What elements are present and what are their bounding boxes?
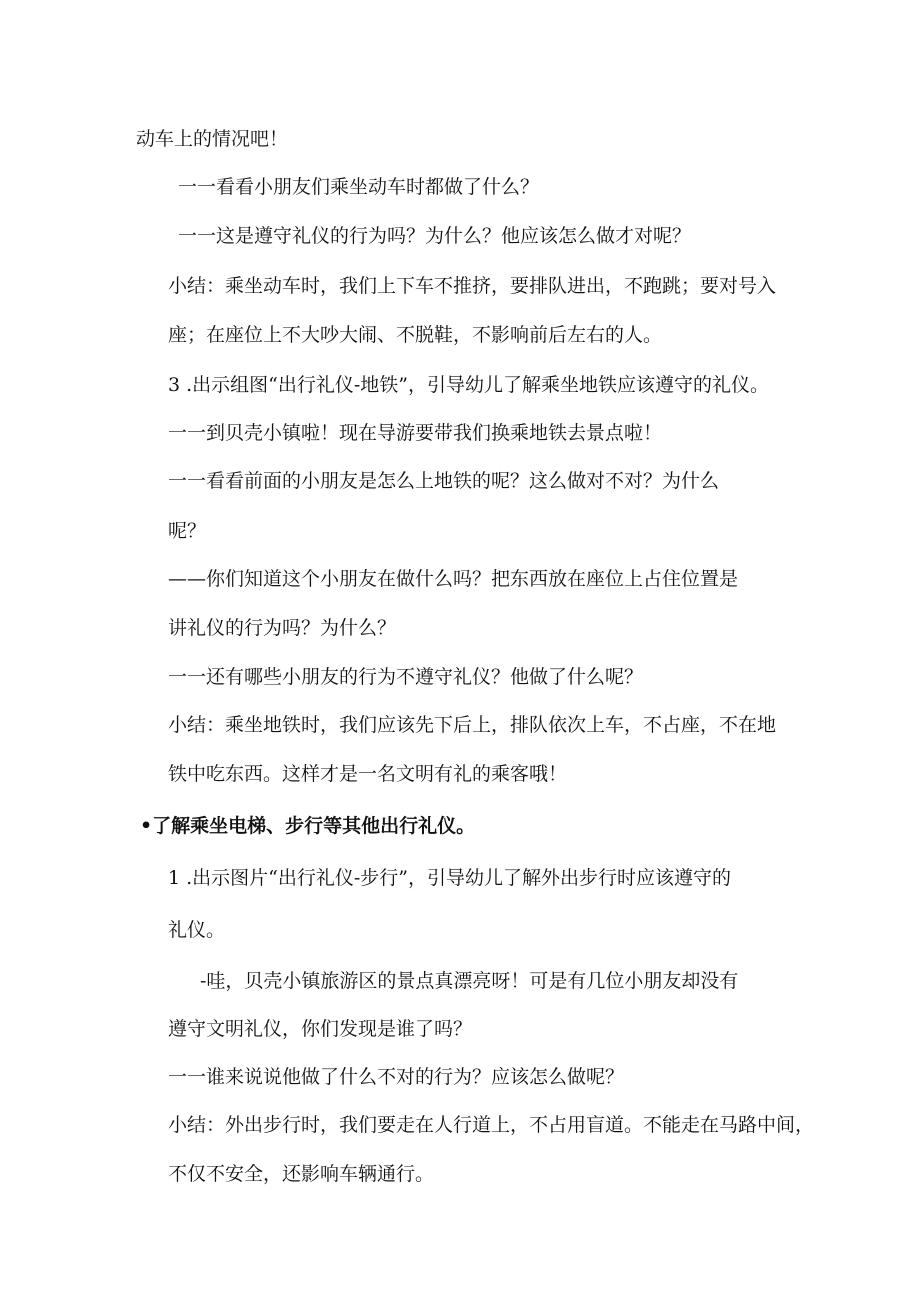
text-line: 一一这是遵守礼仪的行为吗？为什么？他应该怎么做才对呢？ [178,225,692,247]
text-line: 礼仪。 [168,919,226,941]
text-line: 铁中吃东西。这样才是一名文明有礼的乘客哦！ [168,763,568,785]
text-line: 小结：乘坐地铁时，我们应该先下后上，排队依次上车，不占座，不在地 [168,714,777,736]
bullet-icon: • [140,815,153,837]
text-line: 一一看看前面的小朋友是怎么上地铁的呢？这么做对不对？为什么 [168,470,720,492]
section-heading: 了解乘坐电梯、步行等其他出行礼仪。 [152,815,476,837]
text-line: 讲礼仪的行为吗？为什么？ [168,617,397,639]
text-line: 呢？ [168,520,207,542]
section-heading-row [140,813,475,839]
text-line: 不仅不安全，还影响车辆通行。 [168,1163,435,1185]
text-line: 一一看看小朋友们乘坐动车时都做了什么？ [178,176,540,198]
text-line: 一一到贝壳小镇啦！现在导游要带我们换乘地铁去景点啦！ [168,422,663,444]
text-line: 遵守文明礼仪，你们发现是谁了吗？ [168,1018,473,1040]
text-line: 1 .出示图片“出行礼仪-步行”，引导幼儿了解外出步行时应该遵守的 [168,867,732,889]
text-line: -哇，贝壳小镇旅游区的景点真漂亮呀！可是有几位小朋友却没有 [200,970,739,992]
text-line: 一一还有哪些小朋友的行为不遵守礼仪？他做了什么呢？ [168,666,644,688]
text-line: 小结：乘坐动车时，我们上下车不推挤，要排队进出，不跑跳；要对号入 [168,275,777,297]
text-line: 一一谁来说说他做了什么不对的行为？应该怎么做呢？ [168,1066,625,1088]
text-line: ——你们知道这个小朋友在做什么吗？把东西放在座位上占住位置是 [168,568,739,590]
text-line: 动车上的情况吧！ [136,128,289,150]
text-line: 座；在座位上不大吵大闹、不脱鞋，不影响前后左右的人。 [168,324,663,346]
text-line: 小结：外出步行时，我们要走在人行道上，不占用盲道。不能走在马路中间， [168,1114,815,1136]
text-line: 3 .出示组图“出行礼仪-地铁”，引导幼儿了解乘坐地铁应该遵守的礼仪。 [168,374,770,396]
